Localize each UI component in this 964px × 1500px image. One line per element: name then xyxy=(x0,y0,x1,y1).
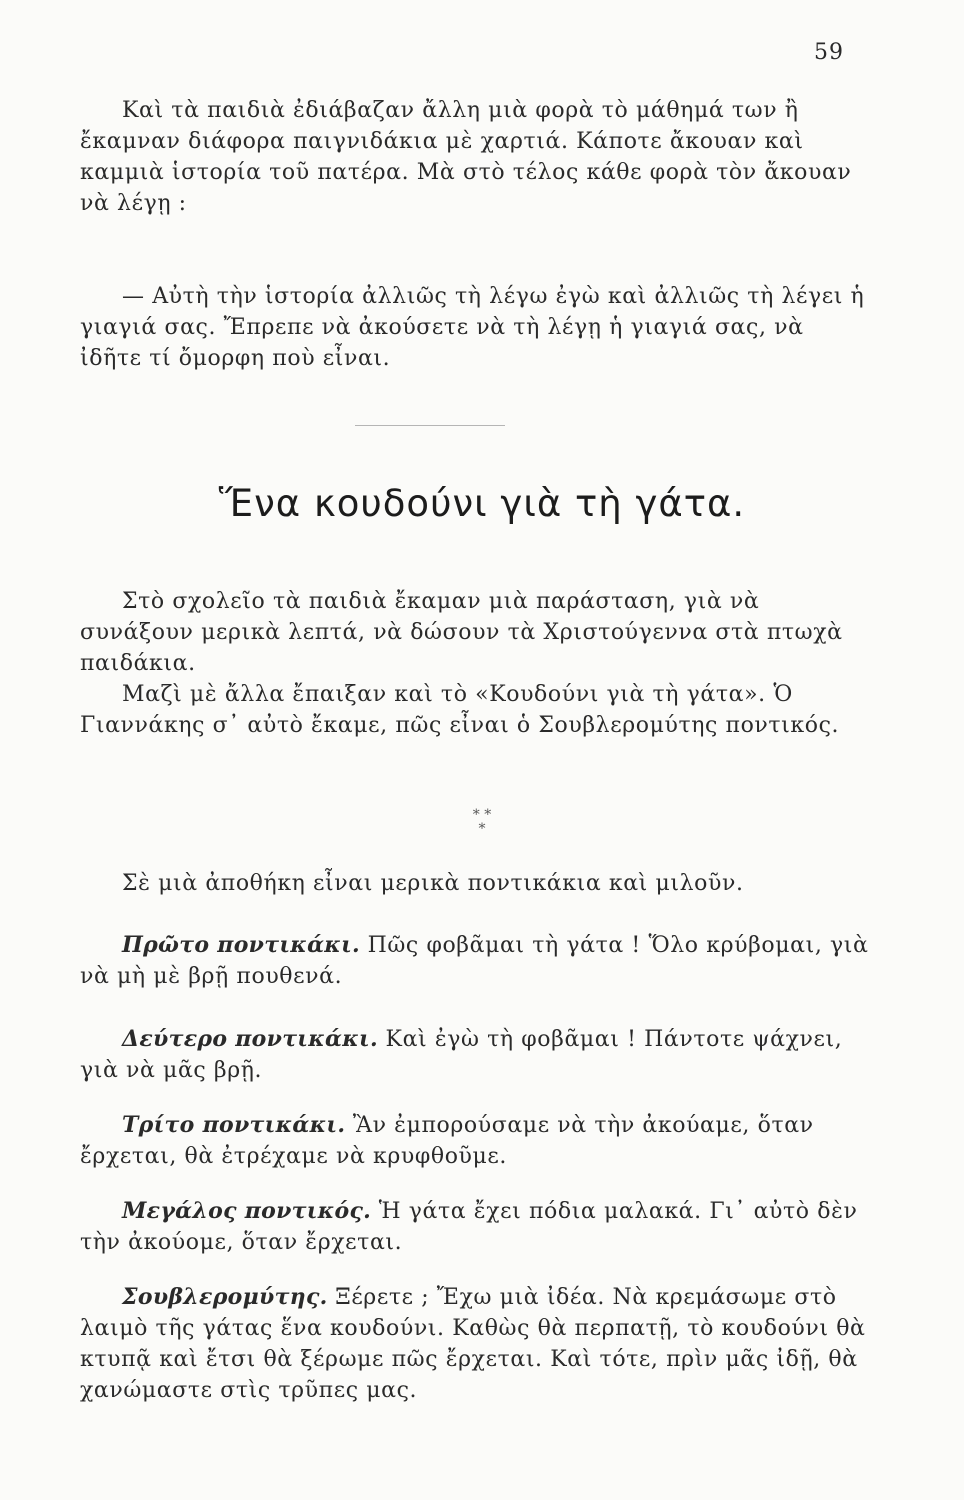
asterisk-separator xyxy=(0,808,964,836)
dialogue-line-5 xyxy=(80,1282,870,1406)
intro-paragraph-1: Καὶ τὰ παιδιὰ ἐδιάβαζαν ἄλλη μιὰ φορὰ τὸ μάθημά των ἢ ἔκαμναν διάφορα παιγνιδάκια μὲ χαρτιά. Κάποτε ἄκουαν καὶ καμμιὰ ἱστορία τοῦ πατέρα. Μὰ στὸ τέλος κάθε φορὰ τὸν ἄκουαν νὰ λέγῃ : xyxy=(80,98,852,216)
page-number: 59 xyxy=(814,40,844,65)
chapter-paragraph-1: Στὸ σχολεῖο τὰ παιδιὰ ἔκαμαν μιὰ παράσταση, γιὰ νὰ συνάξουν μερικὰ λεπτά, νὰ δώσουν τὰ Χριστούγεννα στὰ πτωχὰ παιδάκια. xyxy=(80,589,843,676)
chapter-paragraph-2: Μαζὶ μὲ ἄλλα ἔπαιξαν καὶ τὸ «Κουδούνι γιὰ τὴ γάτα». Ὁ Γιαννάκης σ᾽ αὐτὸ ἔκαμε, πῶς εἶναι ὁ Σουβλερομύτης ποντικός. xyxy=(80,682,840,738)
speaker-name: Μεγάλος ποντικός. xyxy=(122,1198,372,1224)
dialogue-text: Καὶ ἐγὼ τὴ φοβᾶμαι ! Πάντοτε ψάχνει, γιὰ νὰ μᾶς βρῇ. xyxy=(80,1027,843,1083)
asterisk-separator-bottom: * xyxy=(478,821,486,837)
dialogue-line-4 xyxy=(80,1196,870,1258)
dialogue-text: Ξέρετε ; Ἔχω μιὰ ἰδέα. Νὰ κρεμάσωμε στὸ λαιμὸ τῆς γάτας ἕνα κουδούνι. Καθὼς θὰ περπατῇ, τὸ κουδούνι θὰ κτυπᾷ καὶ ἔτσι θὰ ξέρωμε πῶς ἔρχεται. Καὶ τότε, πρὶν μᾶς ἰδῇ, θὰ χανώμαστε στὶς τρῦπες μας. xyxy=(80,1285,866,1403)
speaker-name: Σουβλερομύτης. xyxy=(122,1284,328,1310)
section-divider xyxy=(355,425,505,426)
speaker-name: Δεύτερο ποντικάκι. xyxy=(122,1026,378,1052)
dialogue-text: Ἂν ἐμπορούσαμε νὰ τὴν ἀκούαμε, ὅταν ἔρχεται, θὰ ἐτρέχαμε νὰ κρυφθοῦμε. xyxy=(80,1113,814,1169)
dialogue-line-2 xyxy=(80,1024,870,1086)
dialogue-line-3 xyxy=(80,1110,870,1172)
speaker-name: Πρῶτο ποντικάκι. xyxy=(122,932,361,958)
chapter-title: Ἕνα κουδούνι γιὰ τὴ γάτα. xyxy=(218,482,746,525)
stage-direction: Σὲ μιὰ ἀποθήκη εἶναι μερικὰ ποντικάκια καὶ μιλοῦν. xyxy=(122,871,744,896)
dialogue-text: Πῶς φοβᾶμαι τὴ γάτα ! Ὅλο κρύβομαι, γιὰ νὰ μὴ μὲ βρῇ πουθενά. xyxy=(80,933,869,989)
dialogue-line-1 xyxy=(80,930,870,992)
intro-paragraph-2: — Αὐτὴ τὴν ἱστορία ἀλλιῶς τὴ λέγω ἐγὼ καὶ ἀλλιῶς τὴ λέγει ἡ γιαγιά σας. Ἔπρεπε νὰ ἀκούσετε νὰ τὴ λέγῃ ἡ γιαγιά σας, νὰ ἰδῆτε τί ὄμορφη ποὺ εἶναι. xyxy=(80,284,865,371)
asterisk-separator-top: * * xyxy=(472,807,492,823)
speaker-name: Τρίτο ποντικάκι. xyxy=(122,1112,346,1138)
dialogue-text: Ἡ γάτα ἔχει πόδια μαλακά. Γι᾽ αὐτὸ δὲν τὴν ἀκούομε, ὅταν ἔρχεται. xyxy=(80,1199,858,1255)
